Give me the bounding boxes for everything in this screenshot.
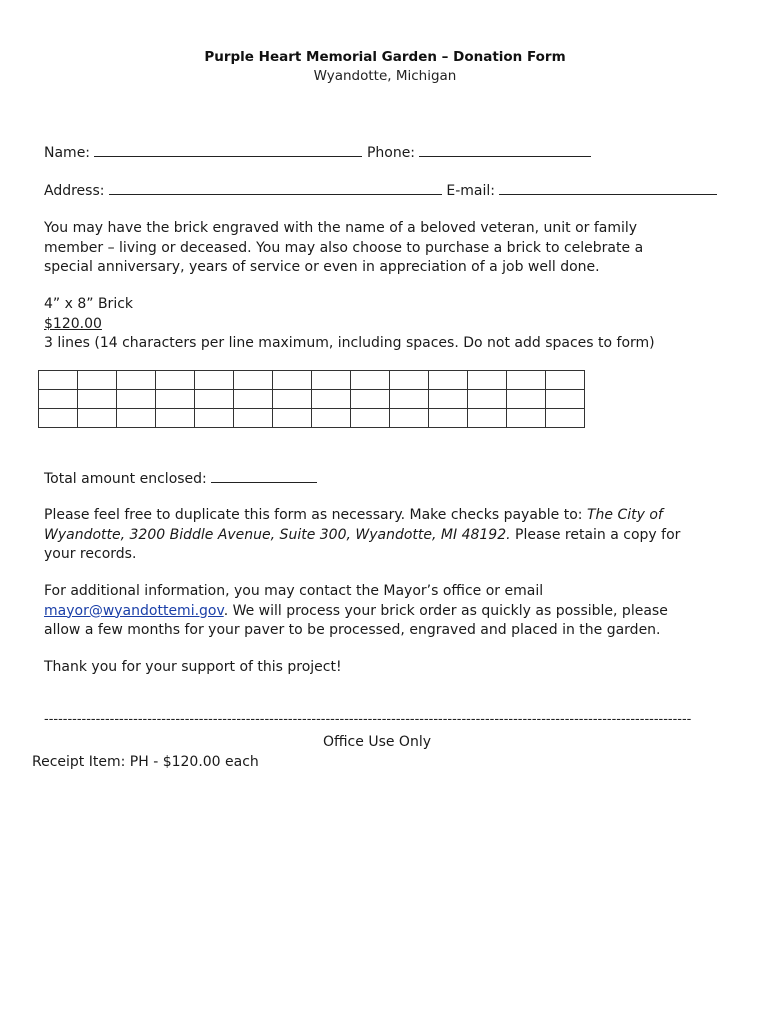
phone-field[interactable] (419, 143, 591, 157)
engraving-cell[interactable] (273, 390, 312, 409)
engraving-cell[interactable] (429, 390, 468, 409)
engraving-cell[interactable] (78, 409, 117, 428)
engraving-cell[interactable] (234, 409, 273, 428)
brick-lines-note: 3 lines (14 characters per line maximum, including spaces. Do not add spaces to form) (44, 335, 655, 351)
engraving-cell[interactable] (156, 371, 195, 390)
thank-you-text: Thank you for your support of this project! (44, 659, 342, 675)
contact-text: For additional information, you may contact the Mayor’s office or email (44, 583, 544, 599)
brick-size: 4” x 8” Brick (44, 296, 134, 312)
name-phone-row (44, 143, 591, 164)
engraving-cell[interactable] (234, 371, 273, 390)
engraving-cell[interactable] (195, 390, 234, 409)
intro-paragraph (44, 219, 643, 278)
engraving-cell[interactable] (195, 371, 234, 390)
engraving-cell[interactable] (312, 409, 351, 428)
contact-text: . We will process your brick order as quickly as possible, please (223, 602, 668, 619)
engraving-cell[interactable] (546, 371, 585, 390)
engraving-cell[interactable] (312, 390, 351, 409)
engraving-cell[interactable] (156, 409, 195, 428)
engraving-cell[interactable] (351, 409, 390, 428)
office-divider: ------------------------------------------------------------------------------------------------------------------------------------------ (44, 712, 692, 727)
engraving-cell[interactable] (39, 371, 78, 390)
engraving-cell[interactable] (507, 409, 546, 428)
contact-text: allow a few months for your paver to be processed, engraved and placed in the garden. (44, 622, 661, 638)
payment-text: your records. (44, 546, 137, 562)
address-email-row (44, 181, 717, 202)
payee-name: The City of (586, 507, 663, 523)
engraving-cell[interactable] (468, 390, 507, 409)
payment-text: Please retain a copy for (510, 526, 681, 543)
engraving-cell[interactable] (234, 390, 273, 409)
form-title: Purple Heart Memorial Garden – Donation Form (204, 49, 566, 65)
engraving-cell[interactable] (156, 390, 195, 409)
engraving-line (39, 371, 585, 390)
engraving-cell[interactable] (546, 409, 585, 428)
engraving-cell[interactable] (429, 371, 468, 390)
engraving-line (39, 409, 585, 428)
payment-text: Please feel free to duplicate this form as necessary. Make checks payable to: (44, 507, 587, 523)
engraving-cell[interactable] (78, 371, 117, 390)
engraving-cell[interactable] (468, 409, 507, 428)
engraving-cell[interactable] (390, 390, 429, 409)
engraving-cell[interactable] (429, 409, 468, 428)
engraving-cell[interactable] (390, 371, 429, 390)
engraving-cell[interactable] (39, 409, 78, 428)
phone-label: Phone: (366, 145, 416, 161)
brick-price: $120.00 (44, 315, 102, 332)
engraving-cell[interactable] (351, 371, 390, 390)
total-amount-field[interactable] (211, 469, 317, 483)
engraving-cell[interactable] (195, 409, 234, 428)
name-field[interactable] (94, 143, 362, 157)
payee-address: Wyandotte, 3200 Biddle Avenue, Suite 300, Wyandotte, MI 48192. (44, 526, 511, 543)
engraving-cell[interactable] (39, 390, 78, 409)
engraving-cell[interactable] (390, 409, 429, 428)
engraving-cell[interactable] (273, 371, 312, 390)
form-subtitle: Wyandotte, Michigan (313, 68, 457, 84)
brick-info (44, 295, 655, 354)
engraving-cell[interactable] (117, 390, 156, 409)
engraving-cell[interactable] (117, 371, 156, 390)
email-label: E-mail: (446, 183, 496, 199)
receipt-item: Receipt Item: PH - $120.00 each (32, 754, 259, 770)
engraving-cell[interactable] (468, 371, 507, 390)
engraving-cell[interactable] (351, 390, 390, 409)
engraving-cell[interactable] (117, 409, 156, 428)
engraving-cell[interactable] (507, 390, 546, 409)
engraving-grid (38, 370, 585, 428)
engraving-cell[interactable] (312, 371, 351, 390)
mayor-email-link[interactable]: mayor@wyandottemi.gov (44, 602, 224, 619)
engraving-cell[interactable] (78, 390, 117, 409)
engraving-cell[interactable] (507, 371, 546, 390)
name-label: Name: (44, 145, 91, 161)
office-use-title: Office Use Only (323, 734, 431, 750)
engraving-cell[interactable] (546, 390, 585, 409)
intro-line: You may have the brick engraved with the name of a beloved veteran, unit or family (44, 220, 638, 236)
address-label: Address: (44, 183, 105, 199)
total-label: Total amount enclosed: (44, 471, 207, 487)
intro-line: special anniversary, years of service or even in appreciation of a job well done. (44, 259, 600, 275)
total-row (44, 469, 317, 490)
engraving-line (39, 390, 585, 409)
intro-line: member – living or deceased. You may also choose to purchase a brick to celebrate a (44, 239, 644, 256)
engraving-cell[interactable] (273, 409, 312, 428)
email-field[interactable] (499, 181, 717, 195)
contact-paragraph (44, 582, 668, 641)
address-field[interactable] (109, 181, 442, 195)
payment-paragraph (44, 506, 680, 565)
